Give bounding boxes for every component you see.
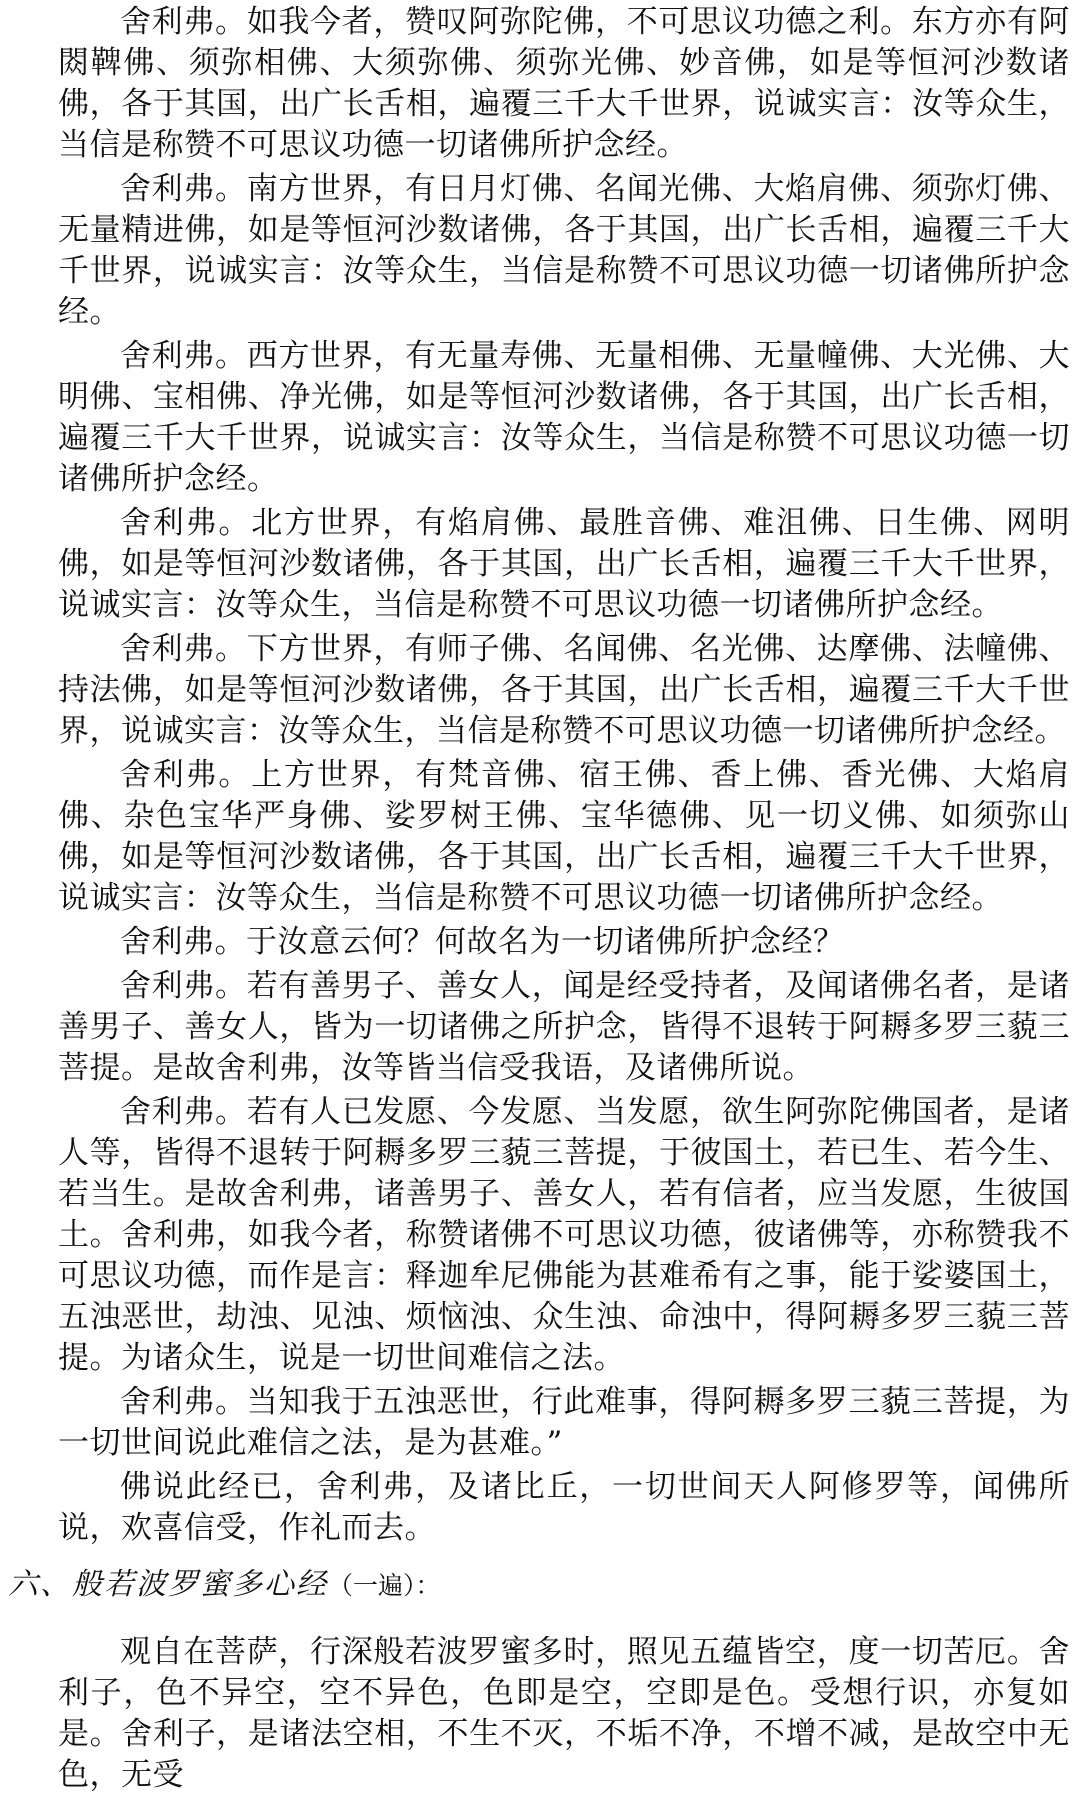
paragraph-east: 舍利弗。如我今者，赞叹阿弥陀佛，不可思议功德之利。东方亦有阿閦鞞佛、须弥相佛、大须弥佛、须弥光佛、妙音佛，如是等恒河沙数诸佛，各于其国，出广长舌相，遍覆三千大千世界，说诚实言：汝等众生，当信是称赞不可思议功德一切诸佛所护念经。 [58,4,1070,163]
paragraph-conclusion: 佛说此经已，舍利弗，及诸比丘，一切世间天人阿修罗等，闻佛所说，欢喜信受，作礼而去。 [58,1469,1070,1546]
paragraph-north: 舍利弗。北方世界，有焰肩佛、最胜音佛、难沮佛、日生佛、网明佛，如是等恒河沙数诸佛，各于其国，出广长舌相，遍覆三千大千世界，说诚实言：汝等众生，当信是称赞不可思议功德一切诸佛所护念经。 [58,505,1070,623]
paragraph-heart-sutra: 观自在菩萨，行深般若波罗蜜多时，照见五蕴皆空，度一切苦厄。舍利子，色不异空，空不异色，色即是空，空即是色。受想行识，亦复如是。舍利子，是诸法空相，不生不灭，不垢不净，不增不减，是故空中无色，无受 [58,1634,1070,1793]
section-heading-note: （一遍）： [328,1571,441,1600]
paragraph-question: 舍利弗。于汝意云何？何故名为一切诸佛所护念经？ [120,924,845,960]
paragraph-five-turbidities: 舍利弗。当知我于五浊恶世，行此难事，得阿耨多罗三藐三菩提，为一切世间说此难信之法，是为甚难。” [58,1384,1070,1461]
paragraph-south: 舍利弗。南方世界，有日月灯佛、名闻光佛、大焰肩佛、须弥灯佛、无量精进佛，如是等恒河沙数诸佛，各于其国，出广长舌相，遍覆三千大千世界，说诚实言：汝等众生，当信是称赞不可思议功德一切诸佛所护念经。 [58,171,1070,330]
paragraph-above: 舍利弗。上方世界，有梵音佛、宿王佛、香上佛、香光佛、大焰肩佛、杂色宝华严身佛、娑罗树王佛、宝华德佛、见一切义佛、如须弥山佛，如是等恒河沙数诸佛，各于其国，出广长舌相，遍覆三千大千世界，说诚实言：汝等众生，当信是称赞不可思议功德一切诸佛所护念经。 [58,757,1070,916]
paragraph-below: 舍利弗。下方世界，有师子佛、名闻佛、名光佛、达摩佛、法幢佛、持法佛，如是等恒河沙数诸佛，各于其国，出广长舌相，遍覆三千大千世界，说诚实言：汝等众生，当信是称赞不可思议功德一切诸佛所护念经。 [58,631,1070,749]
paragraph-west: 舍利弗。西方世界，有无量寿佛、无量相佛、无量幢佛、大光佛、大明佛、宝相佛、净光佛，如是等恒河沙数诸佛，各于其国，出广长舌相，遍覆三千大千世界，说诚实言：汝等众生，当信是称赞不可思议功德一切诸佛所护念经。 [58,338,1070,497]
section-heading [8,1563,441,1608]
sutra-text-block [58,2,1070,1552]
paragraph-good-men-women: 舍利弗。若有善男子、善女人，闻是经受持者，及闻诸佛名者，是诸善男子、善女人，皆为一切诸佛之所护念，皆得不退转于阿耨多罗三藐三菩提。是故舍利弗，汝等皆当信受我语，及诸佛所说。 [58,968,1070,1086]
heart-sutra-text-block [58,1632,1070,1799]
paragraph-vows: 舍利弗。若有人已发愿、今发愿、当发愿，欲生阿弥陀佛国者，是诸人等，皆得不退转于阿耨多罗三藐三菩提，于彼国土，若已生、若今生、若当生。是故舍利弗，诸善男子、善女人，若有信者，应当发愿，生彼国土。舍利弗，如我今者，称赞诸佛不可思议功德，彼诸佛等，亦称赞我不可思议功德，而作是言：释迦牟尼佛能为甚难希有之事，能于娑婆国土，五浊恶世，劫浊、见浊、烦恼浊、众生浊、命浊中，得阿耨多罗三藐三菩提。为诸众生，说是一切世间难信之法。 [58,1094,1070,1376]
section-heading-title: 六、般若波罗蜜多心经 [8,1567,328,1602]
